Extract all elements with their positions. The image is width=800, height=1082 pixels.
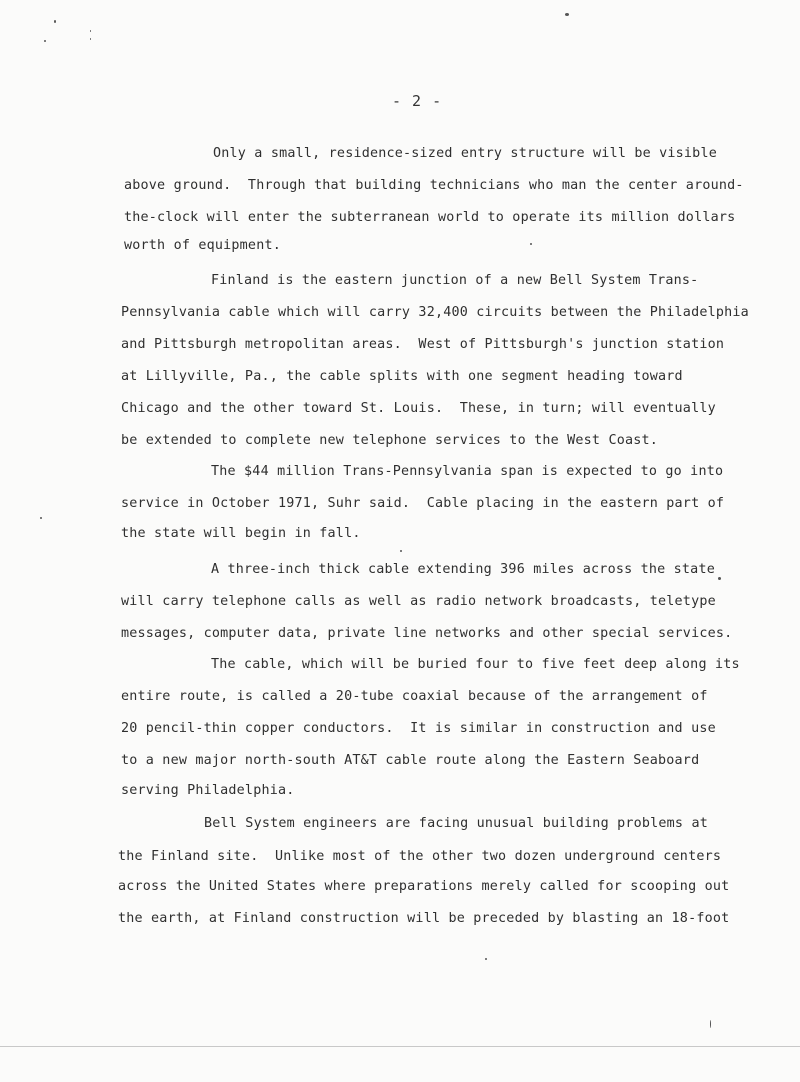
scan-speck <box>530 243 532 245</box>
paragraph-4-line-2: will carry telephone calls as well as radio network broadcasts, teletype <box>121 594 716 609</box>
scan-speck <box>44 40 46 42</box>
paragraph-1-line-4: worth of equipment. <box>124 238 281 253</box>
paragraph-6-line-3: across the United States where preparations merely called for scooping out <box>118 879 730 894</box>
scan-speck <box>565 13 569 16</box>
paragraph-2-line-6: be extended to complete new telephone services to the West Coast. <box>121 433 659 448</box>
scan-speck <box>40 517 42 519</box>
paragraph-2-line-3: and Pittsburgh metropolitan areas. West of Pittsburgh's junction station <box>121 337 725 352</box>
paragraph-5-line-2: entire route, is called a 20-tube coaxial because of the arrangement of <box>121 689 708 704</box>
scan-speck <box>710 1020 711 1028</box>
scan-edge-line <box>0 1046 800 1047</box>
paragraph-6-line-1: Bell System engineers are facing unusual building problems at <box>204 816 708 831</box>
paragraph-2-line-5: Chicago and the other toward St. Louis. These, in turn; will eventually <box>121 401 716 416</box>
scan-speck <box>485 958 487 960</box>
paragraph-5-line-3: 20 pencil-thin copper conductors. It is similar in construction and use <box>121 721 716 736</box>
scan-speck <box>90 38 91 40</box>
paragraph-1-line-3: the-clock will enter the subterranean world to operate its million dollars <box>124 210 736 225</box>
paragraph-2-line-4: at Lillyville, Pa., the cable splits with one segment heading toward <box>121 369 683 384</box>
paragraph-2-line-1: Finland is the eastern junction of a new Bell System Trans- <box>211 273 699 288</box>
paragraph-5-line-1: The cable, which will be buried four to five feet deep along its <box>211 657 740 672</box>
paragraph-1-line-1: Only a small, residence-sized entry structure will be visible <box>213 146 717 161</box>
paragraph-3-line-1: The $44 million Trans-Pennsylvania span is expected to go into <box>211 464 724 479</box>
scan-speck <box>718 577 721 580</box>
paragraph-4-line-1: A three-inch thick cable extending 396 miles across the state <box>211 562 715 577</box>
scan-speck <box>400 550 402 552</box>
paragraph-5-line-4: to a new major north-south AT&T cable route along the Eastern Seaboard <box>121 753 700 768</box>
paragraph-4-line-3: messages, computer data, private line networks and other special services. <box>121 626 733 641</box>
paragraph-3-line-2: service in October 1971, Suhr said. Cable placing in the eastern part of <box>121 496 725 511</box>
paragraph-2-line-2: Pennsylvania cable which will carry 32,400 circuits between the Philadelphia <box>121 305 749 320</box>
paragraph-6-line-4: the earth, at Finland construction will be preceded by blasting an 18-foot <box>118 911 730 926</box>
page-number: - 2 - <box>392 92 443 110</box>
paragraph-6-line-2: the Finland site. Unlike most of the other two dozen underground centers <box>118 849 722 864</box>
scan-speck <box>54 20 56 23</box>
paragraph-1-line-2: above ground. Through that building technicians who man the center around- <box>124 178 744 193</box>
paragraph-5-line-5: serving Philadelphia. <box>121 783 295 798</box>
paragraph-3-line-3: the state will begin in fall. <box>121 526 361 541</box>
scan-speck <box>90 30 91 32</box>
